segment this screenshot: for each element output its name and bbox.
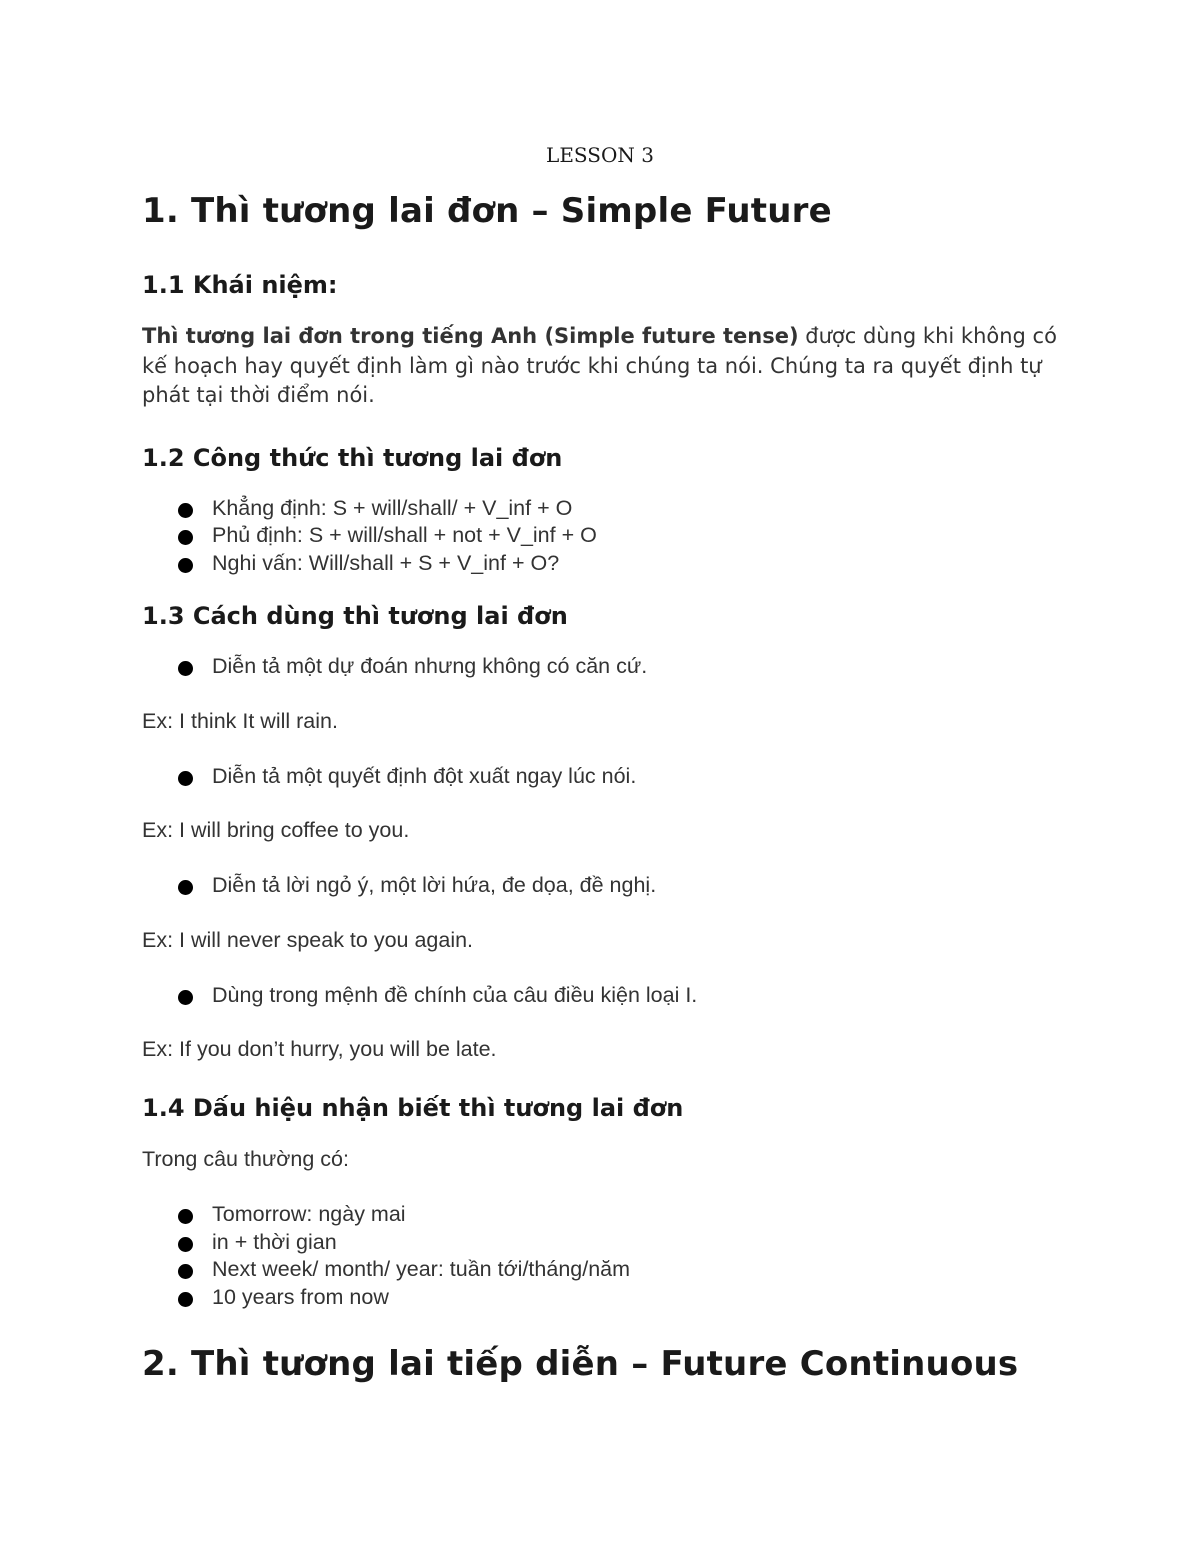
signals-heading: 1.4 Dấu hiệu nhận biết thì tương lai đơn bbox=[142, 1094, 684, 1122]
list-item bbox=[142, 1256, 1062, 1284]
concept-heading: 1.1 Khái niệm: bbox=[142, 271, 338, 299]
signal-item-2: in + thời gian bbox=[212, 1229, 337, 1254]
bullet-icon bbox=[178, 558, 193, 573]
section-1-heading: 1. Thì tương lai đơn – Simple Future bbox=[142, 191, 832, 231]
usage-heading: 1.3 Cách dùng thì tương lai đơn bbox=[142, 602, 568, 630]
bullet-icon bbox=[178, 530, 193, 545]
concept-paragraph bbox=[142, 322, 1062, 411]
signal-item-4: 10 years from now bbox=[212, 1284, 389, 1309]
list-item bbox=[142, 653, 1062, 681]
lesson-title: LESSON 3 bbox=[546, 143, 654, 167]
list-item bbox=[142, 550, 1062, 578]
list-item bbox=[142, 495, 1062, 523]
list-item bbox=[142, 872, 1062, 900]
usage-example-4: Ex: If you don’t hurry, you will be late. bbox=[142, 1037, 497, 1061]
bullet-icon bbox=[178, 771, 193, 786]
signal-item-1: Tomorrow: ngày mai bbox=[212, 1202, 406, 1226]
bullet-icon bbox=[178, 1292, 193, 1307]
usage-bullet-3: Diễn tả lời ngỏ ý, một lời hứa, đe dọa, đề nghị. bbox=[212, 873, 657, 897]
formula-question: Nghi vấn: Will/shall + S + V_inf + O? bbox=[212, 550, 560, 575]
usage-bullet-2: Diễn tả một quyết định đột xuất ngay lúc nói. bbox=[212, 763, 637, 788]
formula-affirmative: Khẳng định: S + will/shall/ + V_inf + O bbox=[212, 495, 573, 520]
usage-example-2: Ex: I will bring coffee to you. bbox=[142, 818, 410, 842]
usage-list bbox=[142, 653, 1062, 681]
usage-list bbox=[142, 982, 1062, 1010]
formula-heading: 1.2 Công thức thì tương lai đơn bbox=[142, 443, 563, 472]
usage-example-1: Ex: I think It will rain. bbox=[142, 708, 338, 733]
usage-bullet-1: Diễn tả một dự đoán nhưng không có căn cứ. bbox=[212, 654, 648, 678]
usage-bullet-4: Dùng trong mệnh đề chính của câu điều kiện loại I. bbox=[212, 982, 698, 1007]
list-item bbox=[142, 1284, 1062, 1312]
usage-example-3: Ex: I will never speak to you again. bbox=[142, 927, 474, 952]
signals-list bbox=[142, 1201, 1062, 1311]
concept-bold-text: Thì tương lai đơn trong tiếng Anh (Simple future tense) bbox=[142, 324, 799, 348]
bullet-icon bbox=[178, 503, 193, 518]
bullet-icon bbox=[178, 661, 193, 676]
list-item bbox=[142, 1229, 1062, 1257]
formula-list bbox=[142, 495, 1062, 578]
bullet-icon bbox=[178, 880, 193, 895]
bullet-icon bbox=[178, 1264, 193, 1279]
list-item bbox=[142, 1201, 1062, 1229]
bullet-icon bbox=[178, 1209, 193, 1224]
bullet-icon bbox=[178, 1237, 193, 1252]
concept-text: được dùng khi không có kế hoạch hay quyết định làm gì nào trước khi chúng ta nói. Chúng ta ra quyết định tự phát tại thời điểm nói. bbox=[142, 324, 1057, 407]
signal-item-3: Next week/ month/ year: tuần tới/tháng/năm bbox=[212, 1257, 631, 1281]
list-item bbox=[142, 522, 1062, 550]
bullet-icon bbox=[178, 990, 193, 1005]
document-page bbox=[142, 140, 1062, 1421]
list-item bbox=[142, 763, 1062, 791]
section-2-heading: 2. Thì tương lai tiếp diễn – Future Continuous bbox=[142, 1344, 1019, 1384]
usage-list bbox=[142, 763, 1062, 791]
usage-list bbox=[142, 872, 1062, 900]
formula-negative: Phủ định: S + will/shall + not + V_inf + O bbox=[212, 523, 597, 547]
list-item bbox=[142, 982, 1062, 1010]
signals-intro: Trong câu thường có: bbox=[142, 1147, 349, 1171]
